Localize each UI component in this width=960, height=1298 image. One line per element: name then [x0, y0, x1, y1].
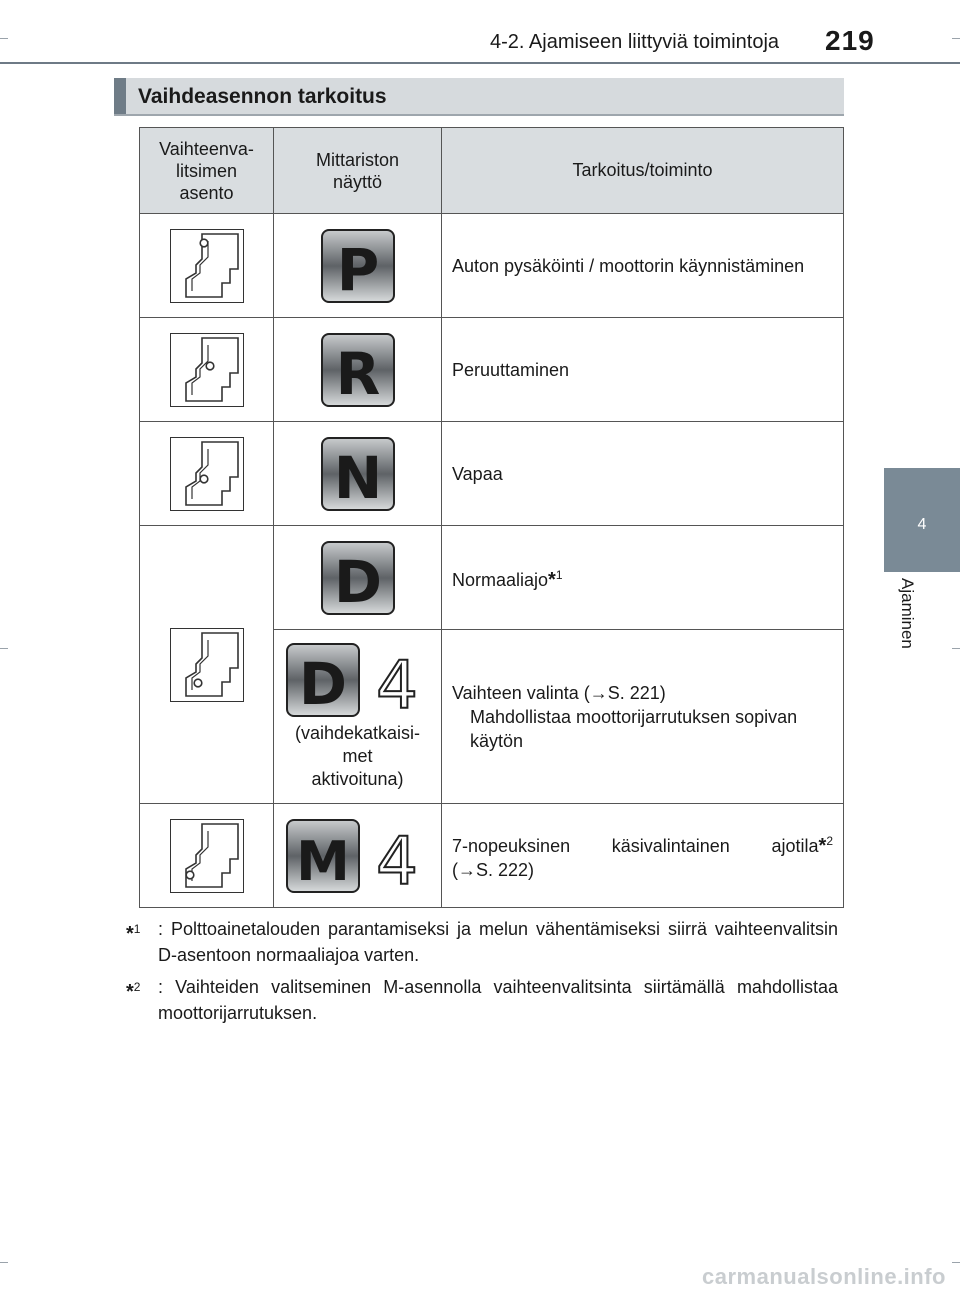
- section-header: 4-2. Ajamiseen liittyviä toimintoja: [490, 31, 780, 53]
- gear-table: [139, 127, 844, 908]
- purpose-cell: Vaihteen valinta (→S. 221) Mahdollistaa moottorijarrutuksen sopivan käytön: [442, 630, 844, 804]
- purpose-cell: Auton pysäköinti / moottorin käynnistäminen: [442, 214, 844, 318]
- title-accent-bar: [114, 78, 126, 114]
- purpose-cell: Normaaliajo*$^1$: [442, 526, 844, 630]
- display-caption: (vaihdekatkaisi- met aktivoituna): [294, 723, 421, 789]
- gear-indicator-r-icon: [320, 332, 396, 408]
- shifter-gate-icon: [170, 333, 244, 407]
- display-cell: [274, 630, 442, 804]
- shifter-cell: [140, 318, 274, 422]
- shifter-gate-icon: [170, 229, 244, 303]
- crop-mark: [952, 38, 960, 39]
- crop-mark: [0, 38, 8, 39]
- footnotes: [126, 916, 838, 1032]
- section-title-box: [114, 78, 844, 116]
- col-header-shifter: Vaihteenva- litsimen asento: [140, 128, 274, 214]
- shifter-cell: [140, 526, 274, 804]
- svg-text:P: P: [336, 235, 379, 304]
- svg-text:M: M: [295, 829, 350, 893]
- watermark: carmanualsonline.info: [702, 1264, 946, 1289]
- table-row: [140, 804, 844, 908]
- purpose-cell: Vapaa: [442, 422, 844, 526]
- purpose-cell: Peruuttaminen: [442, 318, 844, 422]
- purpose-cell: 7-nopeuksinen käsivalintainen ajotila*$^2$ (→S. 222): [442, 804, 844, 908]
- shifter-cell: [140, 422, 274, 526]
- col-header-purpose: Tarkoitus/toiminto: [442, 128, 844, 214]
- col-header-display: Mittariston näyttö: [274, 128, 442, 214]
- shifter-cell: [140, 214, 274, 318]
- svg-text:4: 4: [375, 647, 418, 718]
- gear-indicator-m4-icon: [285, 818, 431, 894]
- header-rule: [0, 62, 960, 64]
- display-cell: [274, 214, 442, 318]
- svg-text:N: N: [333, 443, 382, 512]
- display-cell: [274, 318, 442, 422]
- display-cell: [274, 804, 442, 908]
- crop-mark: [952, 648, 960, 649]
- svg-text:D: D: [333, 547, 382, 616]
- crop-mark: [952, 1262, 960, 1263]
- table-row: [140, 422, 844, 526]
- footnote: *$^2$ : Vaihteiden valitseminen M-asennolla vaihteenvalitsinta siirtämällä mahdollistaa moottorijarrutuksen.: [126, 977, 838, 1023]
- gear-indicator-p-icon: [320, 228, 396, 304]
- chapter-number: 4: [917, 516, 927, 533]
- footnote: *$^1$ : Polttoainetalouden parantamiseksi ja melun vähentämiseksi siirrä vaihteenvalitsin D-asentoon normaaliajoa varten.: [126, 919, 838, 965]
- table-row: [140, 318, 844, 422]
- display-cell: [274, 526, 442, 630]
- page-number: 219: [825, 25, 875, 56]
- chapter-label: Ajaminen: [898, 578, 917, 649]
- table-row: [140, 214, 844, 318]
- shifter-gate-icon: [170, 628, 244, 702]
- section-title: Vaihdeasennon tarkoitus: [138, 85, 387, 108]
- gear-indicator-n-icon: [320, 436, 396, 512]
- shifter-gate-icon: [170, 437, 244, 511]
- chapter-tab[interactable]: [884, 468, 960, 572]
- shifter-cell: [140, 804, 274, 908]
- gear-indicator-d4-icon: [285, 642, 431, 718]
- svg-text:4: 4: [375, 822, 418, 894]
- gear-indicator-d-icon: [320, 540, 396, 616]
- shifter-gate-icon: [170, 819, 244, 893]
- table-row: [140, 526, 844, 630]
- svg-text:R: R: [335, 339, 380, 408]
- svg-text:D: D: [298, 650, 347, 718]
- table-header-row: [140, 128, 844, 214]
- crop-mark: [0, 648, 8, 649]
- display-cell: [274, 422, 442, 526]
- crop-mark: [0, 1262, 8, 1263]
